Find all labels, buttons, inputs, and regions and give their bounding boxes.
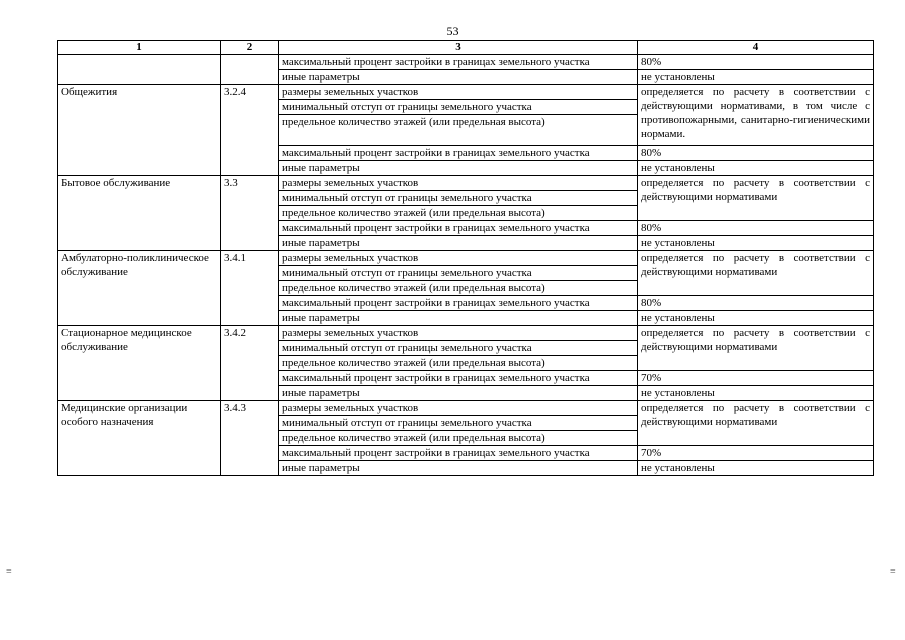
margin-mark-right: ≡ xyxy=(890,566,896,577)
param-cell: максимальный процент застройки в границах земельного участка xyxy=(279,446,638,461)
use-type-cell: Бытовое обслуживание xyxy=(58,176,221,251)
use-code-cell: 3.4.1 xyxy=(221,251,279,326)
param-cell: максимальный процент застройки в границах земельного участка xyxy=(279,221,638,236)
use-code-cell xyxy=(221,55,279,85)
use-code-cell: 3.3 xyxy=(221,176,279,251)
param-cell: размеры земельных участков xyxy=(279,85,638,100)
use-type-cell: Амбулаторно-поликлиническое обслуживание xyxy=(58,251,221,326)
margin-mark-left: ≡ xyxy=(6,566,12,577)
value-cell: не установлены xyxy=(638,386,874,401)
param-cell: минимальный отступ от границы земельного участка xyxy=(279,266,638,281)
param-cell: иные параметры xyxy=(279,386,638,401)
header-row xyxy=(58,41,874,55)
value-cell: 80% xyxy=(638,296,874,311)
column-header: 1 xyxy=(58,41,221,55)
param-cell: размеры земельных участков xyxy=(279,176,638,191)
column-header: 4 xyxy=(638,41,874,55)
param-cell: максимальный процент застройки в границах земельного участка xyxy=(279,296,638,311)
value-cell: определяется по расчету в соответствии с действующими нормативами xyxy=(638,251,874,296)
value-cell: 80% xyxy=(638,221,874,236)
param-cell: предельное количество этажей (или предельная высота) xyxy=(279,115,638,146)
param-cell: предельное количество этажей (или предельная высота) xyxy=(279,281,638,296)
value-cell: не установлены xyxy=(638,236,874,251)
param-cell: размеры земельных участков xyxy=(279,401,638,416)
use-code-cell: 3.4.2 xyxy=(221,326,279,401)
table-row xyxy=(58,176,874,191)
param-cell: предельное количество этажей (или предельная высота) xyxy=(279,206,638,221)
use-type-cell xyxy=(58,55,221,85)
param-cell: максимальный процент застройки в границах земельного участка xyxy=(279,371,638,386)
column-header: 2 xyxy=(221,41,279,55)
table-row xyxy=(58,401,874,416)
value-cell: 80% xyxy=(638,146,874,161)
value-cell: не установлены xyxy=(638,311,874,326)
param-cell: предельное количество этажей (или предельная высота) xyxy=(279,431,638,446)
value-cell: не установлены xyxy=(638,161,874,176)
param-cell: максимальный процент застройки в границах земельного участка xyxy=(279,55,638,70)
value-cell: 70% xyxy=(638,371,874,386)
param-cell: иные параметры xyxy=(279,236,638,251)
value-cell: 80% xyxy=(638,55,874,70)
param-cell: размеры земельных участков xyxy=(279,326,638,341)
table-row xyxy=(58,85,874,100)
regulations-table xyxy=(57,40,874,476)
column-header: 3 xyxy=(279,41,638,55)
param-cell: размеры земельных участков xyxy=(279,251,638,266)
param-cell: иные параметры xyxy=(279,161,638,176)
param-cell: минимальный отступ от границы земельного участка xyxy=(279,341,638,356)
param-cell: иные параметры xyxy=(279,461,638,476)
param-cell: минимальный отступ от границы земельного участка xyxy=(279,416,638,431)
use-type-cell: Медицинские организации особого назначения xyxy=(58,401,221,476)
value-cell: 70% xyxy=(638,446,874,461)
param-cell: максимальный процент застройки в границах земельного участка xyxy=(279,146,638,161)
table-row xyxy=(58,326,874,341)
use-type-cell: Общежития xyxy=(58,85,221,176)
param-cell: минимальный отступ от границы земельного участка xyxy=(279,191,638,206)
value-cell: определяется по расчету в соответствии с действующими нормативами xyxy=(638,401,874,446)
value-cell: не установлены xyxy=(638,461,874,476)
page-number: 53 xyxy=(446,24,459,38)
use-code-cell: 3.2.4 xyxy=(221,85,279,176)
value-cell: не установлены xyxy=(638,70,874,85)
value-cell: определяется по расчету в соответствии с действующими нормативами xyxy=(638,176,874,221)
value-cell: определяется по расчету в соответствии с действующими нормативами, в том числе с противопожарными, санитарно-гигиеническими нормами. xyxy=(638,85,874,146)
use-code-cell: 3.4.3 xyxy=(221,401,279,476)
param-cell: иные параметры xyxy=(279,70,638,85)
param-cell: предельное количество этажей (или предельная высота) xyxy=(279,356,638,371)
param-cell: минимальный отступ от границы земельного участка xyxy=(279,100,638,115)
table-row xyxy=(58,251,874,266)
table-row xyxy=(58,55,874,70)
use-type-cell: Стационарное медицинское обслуживание xyxy=(58,326,221,401)
value-cell: определяется по расчету в соответствии с действующими нормативами xyxy=(638,326,874,371)
param-cell: иные параметры xyxy=(279,311,638,326)
